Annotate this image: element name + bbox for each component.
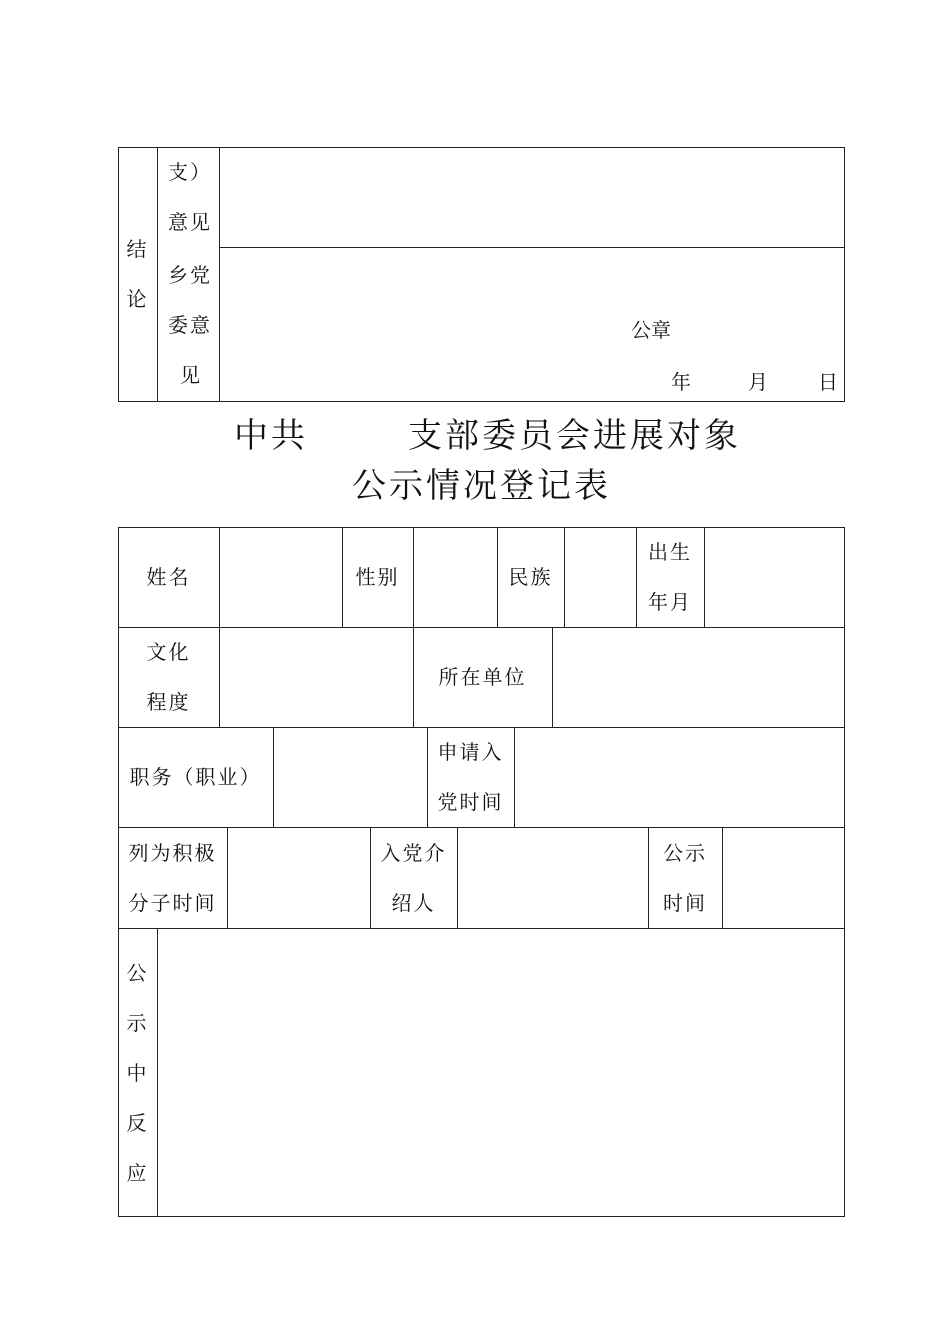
township-opinion-label-line-3: 见 xyxy=(180,362,202,387)
publicity-time-label xyxy=(648,827,722,928)
top-table-bottom-border xyxy=(118,401,845,402)
title-suffix: 支部委员会进展对象 xyxy=(408,416,741,456)
activist-time-field[interactable] xyxy=(228,828,370,928)
introducer-field[interactable] xyxy=(458,828,648,928)
publicity-time-field[interactable] xyxy=(723,828,844,928)
education-label-line-1: 文化 xyxy=(146,640,191,664)
gender-label-text: 性别 xyxy=(355,565,400,589)
introducer-label xyxy=(370,827,457,928)
title-prefix: 中共 xyxy=(234,416,308,456)
feedback-label-char-4: 反 xyxy=(126,1111,149,1135)
feedback-label-char-5: 应 xyxy=(126,1161,149,1185)
township-opinion-label xyxy=(158,248,219,401)
name-label xyxy=(118,527,219,627)
publicity-time-label-line-1: 公示 xyxy=(663,840,707,865)
birth-label-line-2: 年月 xyxy=(648,590,692,614)
ethnicity-field[interactable] xyxy=(565,528,636,627)
education-label-line-2: 程度 xyxy=(146,690,191,714)
feedback-label-char-2: 示 xyxy=(126,1011,149,1035)
unit-label xyxy=(413,627,552,727)
name-label-text: 姓名 xyxy=(146,565,191,589)
introducer-label-line-1: 入党介 xyxy=(380,840,447,865)
form-bottom-border xyxy=(118,1216,845,1217)
gender-label xyxy=(342,527,413,627)
branch-opinion-label-line-2: 意见 xyxy=(168,210,212,234)
ethnicity-label xyxy=(497,527,564,627)
branch-opinion-label-line-1: 支） xyxy=(168,160,212,184)
feedback-field[interactable] xyxy=(158,929,844,1216)
education-label xyxy=(118,627,219,727)
apply-time-field[interactable] xyxy=(515,728,844,827)
gender-field[interactable] xyxy=(414,528,497,627)
ethnicity-label-text: 民族 xyxy=(508,565,553,589)
apply-time-label-line-1: 申请入 xyxy=(437,740,504,764)
township-opinion-label-line-1: 乡党 xyxy=(168,262,212,287)
date-day-label: 日 xyxy=(818,370,838,394)
position-label xyxy=(118,727,273,827)
unit-field[interactable] xyxy=(553,628,844,727)
position-field[interactable] xyxy=(274,728,427,827)
title-line-2: 公示情况登记表 xyxy=(352,466,611,506)
activist-time-label xyxy=(118,827,227,928)
date-year-label: 年 xyxy=(671,370,691,394)
top-table-right-border xyxy=(844,147,845,402)
birth-label xyxy=(636,527,704,627)
feedback-label-char-1: 公 xyxy=(126,961,149,985)
branch-opinion-field[interactable] xyxy=(220,148,844,247)
conclusion-label-line-2: 论 xyxy=(126,287,149,311)
feedback-label-char-3: 中 xyxy=(126,1061,149,1085)
education-field[interactable] xyxy=(220,628,413,727)
birth-label-line-1: 出生 xyxy=(648,540,692,564)
apply-time-label-line-2: 党时间 xyxy=(437,790,504,814)
date-month-label: 月 xyxy=(748,370,768,394)
township-opinion-label-line-2: 委意 xyxy=(168,312,212,337)
activist-time-label-line-2: 分子时间 xyxy=(128,890,217,915)
feedback-label xyxy=(118,948,157,1198)
activist-time-label-line-1: 列为积极 xyxy=(128,840,217,865)
introducer-label-line-2: 绍人 xyxy=(391,890,436,915)
form-right-border xyxy=(844,527,845,1217)
publicity-time-label-line-2: 时间 xyxy=(663,890,707,915)
conclusion-label xyxy=(118,147,157,401)
name-field[interactable] xyxy=(220,528,342,627)
unit-label-text: 所在单位 xyxy=(438,665,527,689)
apply-time-label xyxy=(427,727,514,827)
position-label-text: 职务（职业） xyxy=(129,765,262,789)
branch-opinion-label xyxy=(158,147,219,247)
seal-label: 公章 xyxy=(631,318,671,342)
conclusion-label-line-1: 结 xyxy=(126,237,149,261)
birth-field[interactable] xyxy=(705,528,844,627)
